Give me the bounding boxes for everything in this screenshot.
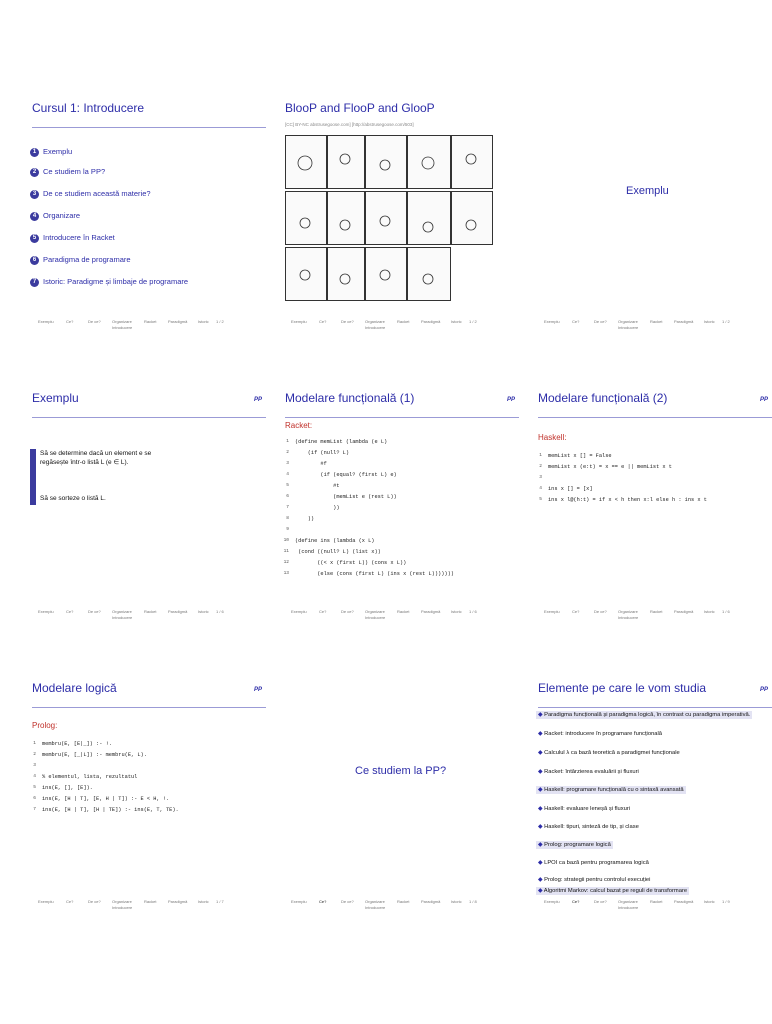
slide-course-outline xyxy=(30,95,266,331)
topic-item: ◆ Prolog: programare logică xyxy=(538,842,611,848)
pp-badge: PP xyxy=(759,397,768,403)
example-text-2: Să se sorteze o listă L. xyxy=(40,495,106,502)
slide-title: BlooP and FlooP and GlooP xyxy=(285,101,435,115)
slide-footer: Exemplu Ce? De ce? Organizare Introducere Racket Paradigmă Istoric 1 / 8 xyxy=(291,899,477,910)
pp-badge: PP xyxy=(253,397,262,403)
language-label: Haskell: xyxy=(538,433,567,442)
slide-title: Modelare logică xyxy=(32,681,117,695)
title-rule xyxy=(32,707,266,708)
language-label: Prolog: xyxy=(32,721,58,730)
title-rule xyxy=(32,127,266,128)
slide-functional-1 xyxy=(283,385,519,621)
slide-footer: Exemplu Ce? De ce? Organizare Introducere Racket Paradigmă Istoric 1 / 2 xyxy=(38,319,224,330)
slide-footer: Exemplu Ce? De ce? Organizare Introducere Racket Paradigmă Istoric 1 / 6 xyxy=(291,609,477,620)
comic-figures xyxy=(285,135,491,301)
slide-section-exemplu xyxy=(536,95,772,331)
slide-title: Cursul 1: Introducere xyxy=(32,101,145,115)
outline-item[interactable]: 6 Paradigma de programare xyxy=(30,255,131,265)
slide-footer: Exemplu Ce? De ce? Organizare Introducere Racket Paradigmă Istoric 1 / 6 xyxy=(544,609,730,620)
slide-section-ce-studiem xyxy=(283,675,519,911)
pp-badge: PP xyxy=(253,687,262,693)
outline-item[interactable]: 5 Introducere în Racket xyxy=(30,233,115,243)
outline-item[interactable]: 1 Exemplu xyxy=(30,147,72,157)
slide-footer: Exemplu Ce? De ce? Organizare Introducere Racket Paradigmă Istoric 1 / 2 xyxy=(291,319,477,330)
prolog-code: 1 membru(E, [E|_]) :- !. 2 membru(E, [_|L]) :- membru(E, L). 3 4 % elementul, lista, rezultatul 5 ins(E, [], [E]). 6 ins(E, [H | T], [E, H | T]) :- E < H, !. 7 ins(E, [H | T], [H | TE]) :- ins(E, T, TE). xyxy=(33,741,179,813)
slide-title: Modelare funcțională (1) xyxy=(285,391,415,405)
slide-title: Exemplu xyxy=(32,391,79,405)
slide-title: Modelare funcțională (2) xyxy=(538,391,668,405)
topic-item: ◆ Calculul λ ca bază teoretică a paradigmei funcționale xyxy=(538,750,680,756)
topic-item: ◆ Haskell: programare funcțională cu o sintaxă avansată xyxy=(538,787,684,793)
example-text-1: Să se determine dacă un element e se regăsește într-o listă L (e ∈ L). xyxy=(40,450,152,466)
title-rule xyxy=(538,417,772,418)
outline-item[interactable]: 4 Organizare xyxy=(30,211,80,221)
slide-footer: Exemplu Ce? De ce? Organizare Introducere Racket Paradigmă Istoric 1 / 9 xyxy=(544,899,730,910)
outline-item[interactable]: 3 De ce studiem această materie? xyxy=(30,189,151,199)
topic-item: ◆ Racket: întârzierea evaluării și fluxuri xyxy=(538,769,639,775)
section-heading: Ce studiem la PP? xyxy=(355,765,447,777)
pp-badge: PP xyxy=(759,687,768,693)
title-rule xyxy=(538,707,772,708)
slide-topics xyxy=(536,675,772,911)
haskell-code: 1 memList x [] = False 2 memList x (e:t) = x == e || memList x t 3 4 ins x [] = [x] 5 ins x l@(h:t) = if x < h then x:l else h : ins x t xyxy=(539,453,707,503)
slide-footer: Exemplu Ce? De ce? Organizare Introducere Racket Paradigmă Istoric 1 / 2 xyxy=(544,319,730,330)
slide-example xyxy=(24,385,266,621)
slide-comic xyxy=(283,95,519,331)
slide-footer: Exemplu Ce? De ce? Organizare Introducere Racket Paradigmă Istoric 1 / 7 xyxy=(38,899,224,910)
slide-functional-2 xyxy=(536,385,772,621)
comic-strip-image xyxy=(285,135,491,301)
pp-badge: PP xyxy=(506,397,515,403)
language-label: Racket: xyxy=(285,421,313,430)
slide-footer: Exemplu Ce? De ce? Organizare Introducere Racket Paradigmă Istoric 1 / 6 xyxy=(38,609,224,620)
topic-item: ◆ Prolog: strategii pentru controlul execuției xyxy=(538,877,651,883)
topic-item: ◆ LPOI ca bază pentru programarea logică xyxy=(538,860,649,866)
slide-title: Elemente pe care le vom studia xyxy=(538,681,707,695)
topic-item: ◆ Haskell: evaluare leneșă și fluxuri xyxy=(538,806,631,812)
topics-list xyxy=(536,711,772,895)
topic-item: ◆ Haskell: tipuri, sinteză de tip, și clase xyxy=(538,824,639,830)
section-heading: Exemplu xyxy=(626,185,669,197)
topic-item: ◆ Racket: introducere în programare funcțională xyxy=(538,731,663,737)
slide-logic xyxy=(30,675,266,911)
racket-code: 1 (define memList (lambda (e L) 2 (if (null? L) 3 #f 4 (if (equal? (first L) e) 5 #t 6 (memList e (rest L)) 7 )) 8 )) 9 10 (define ins (lambda (x L) 11 (cond ((null? L) (list x)) 12 ((< x (first L)) (cons x L)) 13 (else (cons (first L) (ins x (rest L))))))) xyxy=(283,439,454,577)
example-block-marker: Exemplu xyxy=(30,449,36,505)
outline-item[interactable]: 2 Ce studiem la PP? xyxy=(30,167,105,177)
title-rule xyxy=(32,417,266,418)
topic-item: ◆ Paradigma funcțională și paradigma logică, în contrast cu paradigma imperativă. xyxy=(538,712,751,718)
comic-credit: [CC] BY-NC abstrusegoose.com] [http://abstrusegoose.com/503] xyxy=(285,122,414,127)
outline-item[interactable]: 7 Istoric: Paradigme și limbaje de programare xyxy=(30,277,188,287)
title-rule xyxy=(285,417,519,418)
topic-item: ◆ Algoritmi Markov: calcul bazat pe reguli de transformare xyxy=(538,888,688,894)
